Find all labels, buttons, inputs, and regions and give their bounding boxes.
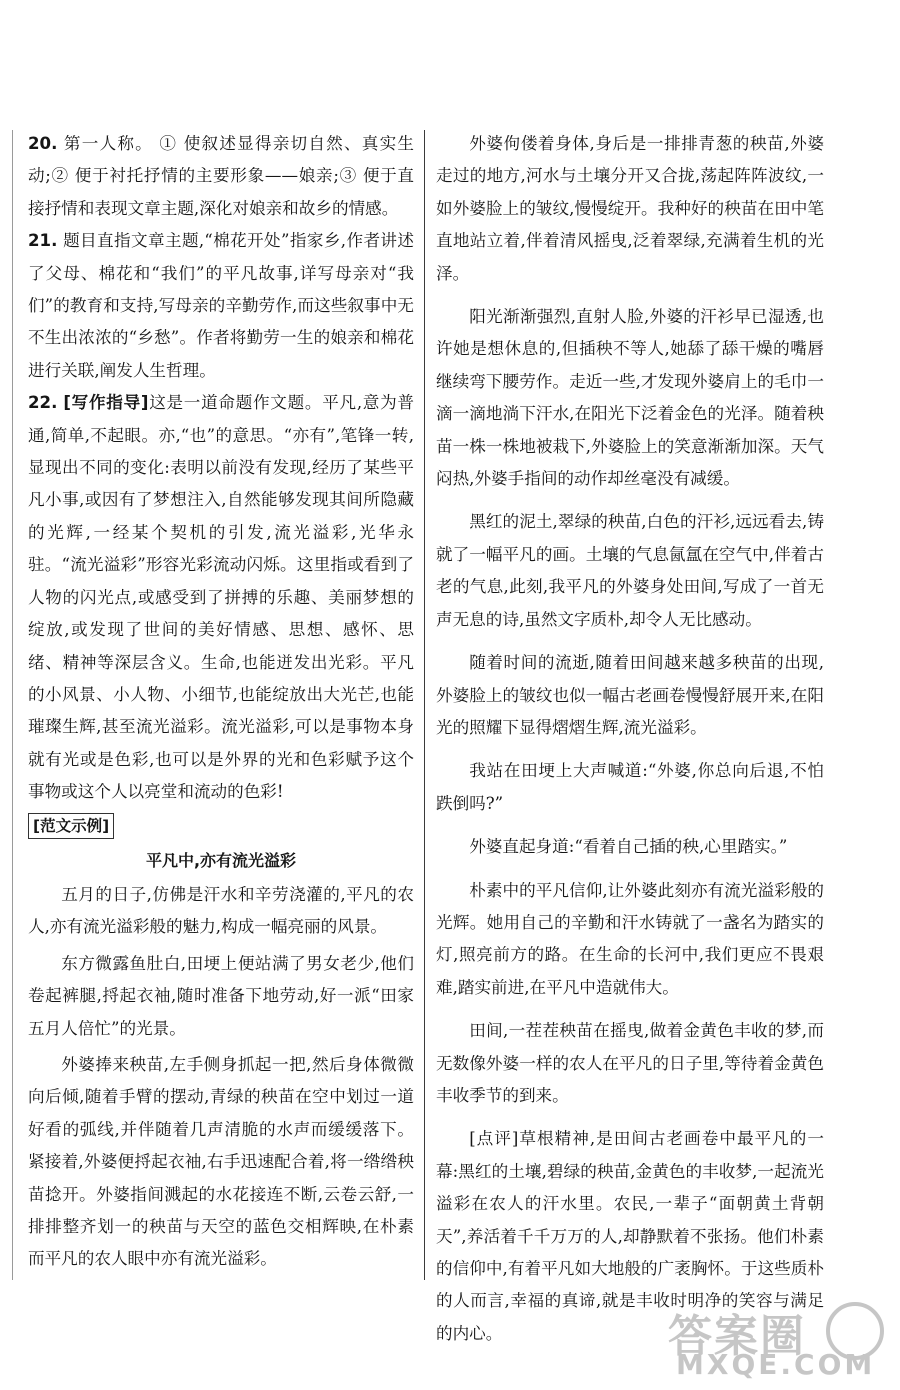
answer-21-text: 题目直指文章主题,“棉花开处”指家乡,作者讲述了父母、棉花和“我们”的平凡故事,详写母亲对“我们”的教育和支持,写母亲的辛勤劳作,而这些叙事中无不生出浓浓的“乡愁”。作者将勤劳一生的娘亲和棉花进行关联,阐发人生哲理。 [28, 231, 415, 380]
essay-paragraph: 外婆直起身道:“看着自己插的秧,心里踏实。” [469, 837, 788, 857]
left-margin-rule [12, 130, 13, 1280]
answer-22-number: 22. [28, 393, 58, 413]
answer-20-number: 20. [28, 134, 58, 153]
watermark-title: 答案圈 [668, 1311, 806, 1362]
answer-22-text: 这是一道命题作文题。平凡,意为普通,简单,不起眼。亦,“也”的意思。“亦有”,笔锋一转,显现出不同的变化:表明以前没有发现,经历了某些平凡小事,或因有了梦想注入,自然能够发现其间所隐藏的光辉,一经某个契机的引发,流光溢彩,光华永驻。“流光溢彩”形容光彩流动闪烁。这里指或看到了人物的闪光点,或感受到了拼搏的乐趣、美丽梦想的绽放,或发现了世间的美好情感、思想、感怀、思绪、精神等深层含义。生命,也能迸发出光彩。平凡的小风景、小人物、小细节,也能绽放出大光芒,也能璀璨生辉,甚至流光溢彩。流光溢彩,可以是事物本身就有光或是色彩,也可以是外界的光和色彩赋予这个事物或这个人以亮堂和流动的色彩! [28, 393, 414, 802]
watermark-domain: MXQE.COM [676, 1348, 876, 1381]
answer-21-number: 21. [28, 231, 58, 251]
column-divider [424, 130, 425, 1280]
writing-guide-tag: [写作指导] [63, 393, 149, 413]
essay-paragraph: 朴素中的平凡信仰,让外婆此刻亦有流光溢彩般的光辉。她用自己的辛勤和汗水铸就了一盏名为踏实的灯,照亮前方的路。在生命的长河中,我们更应不畏艰难,踏实前进,在平凡中造就伟大。 [436, 880, 824, 997]
essay-paragraph: 外婆捧来秧苗,左手侧身抓起一把,然后身体微微向后倾,随着手臂的摆动,青绿的秧苗在空中划过一道好看的弧线,并伴随着几声清脆的水声而缓缓落下。紧接着,外婆便捋起衣袖,右手迅速配合着,将一绺绺秧苗捻开。外婆指间溅起的水花接连不断,云卷云舒,一排排整齐划一的秧苗与天空的蓝色交相辉映,在朴素而平凡的农人眼中亦有流光溢彩。 [28, 1054, 414, 1269]
essay-paragraph: 东方微露鱼肚白,田埂上便站满了男女老少,他们卷起裤腿,捋起衣袖,随时准备下地劳动,好一派“田家五月人倍忙”的光景。 [28, 953, 414, 1038]
answer-22 [28, 387, 414, 808]
answer-20-text: 第一人称。 ① 使叙述显得亲切自然、真实生动;② 便于衬托抒情的主要形象——娘亲;③ 便于直接抒情和表现文章主题,深化对娘亲和故乡的情感。 [28, 134, 414, 218]
essay-paragraph: 我站在田埂上大声喊道:“外婆,你总向后退,不怕跌倒吗?” [436, 761, 824, 813]
essay-paragraph: 黑红的泥土,翠绿的秧苗,白色的汗衫,远远看去,铸就了一幅平凡的画。土壤的气息氤氲在空气中,伴着古老的气息,此刻,我平凡的外婆身处田间,写成了一首无声无息的诗,虽然文字质朴,却令人无比感动。 [436, 512, 824, 629]
right-column [436, 128, 824, 1361]
left-column [28, 128, 414, 1280]
watermark-logo [668, 1300, 893, 1380]
answer-20 [28, 128, 414, 225]
answer-21 [28, 225, 414, 387]
essay-paragraph: 随着时间的流逝,随着田间越来越多秧苗的出现,外婆脸上的皱纹也似一幅古老画卷慢慢舒展开来,在阳光的照耀下显得熠熠生辉,流光溢彩。 [436, 653, 824, 737]
comment-text: 草根精神,是田间古老画卷中最平凡的一幕:黑红的土壤,碧绿的秧苗,金黄色的丰收梦,一起流光溢彩在农人的汗水里。农民,一辈子“面朝黄土背朝天”,养活着千千万万的人,却静默着不张扬。他们朴素的信仰中,有着平凡如大地般的广袤胸怀。于这些质朴的人而言,幸福的真谛,就是丰收时明净的笑容与满足的内心。 [436, 1129, 824, 1343]
essay-paragraph: 田间,一茬茬秧苗在摇曳,做着金黄色丰收的梦,而无数像外婆一样的农人在平凡的日子里,等待着金黄色丰收季节的到来。 [436, 1021, 824, 1105]
essay-paragraph: 五月的日子,仿佛是汗水和辛劳浇灌的,平凡的农人,亦有流光溢彩般的魅力,构成一幅亮丽的风景。 [28, 884, 414, 937]
sample-essay-tag: [范文示例] [28, 813, 114, 839]
comment-tag: [点评] [469, 1129, 519, 1149]
essay-paragraph: 阳光渐渐强烈,直射人脸,外婆的汗衫早已湿透,也许她是想休息的,但插秧不等人,她舔了舔干燥的嘴唇继续弯下腰劳作。走近一些,才发现外婆肩上的毛巾一滴一滴地淌下汗水,在阳光下泛着金色的光泽。随着秧苗一株一株地被栽下,外婆脸上的笑意渐渐加深。天气闷热,外婆手指间的动作却丝毫没有减缓。 [436, 307, 824, 489]
essay-paragraph: 外婆佝偻着身体,身后是一排排青葱的秧苗,外婆走过的地方,河水与土壤分开又合拢,荡起阵阵波纹,一如外婆脸上的皱纹,慢慢绽开。我种好的秧苗在田中笔直地站立着,伴着清风摇曳,泛着翠绿,充满着生机的光泽。 [436, 134, 824, 283]
essay-title: 平凡中,亦有流光溢彩 [145, 850, 297, 870]
